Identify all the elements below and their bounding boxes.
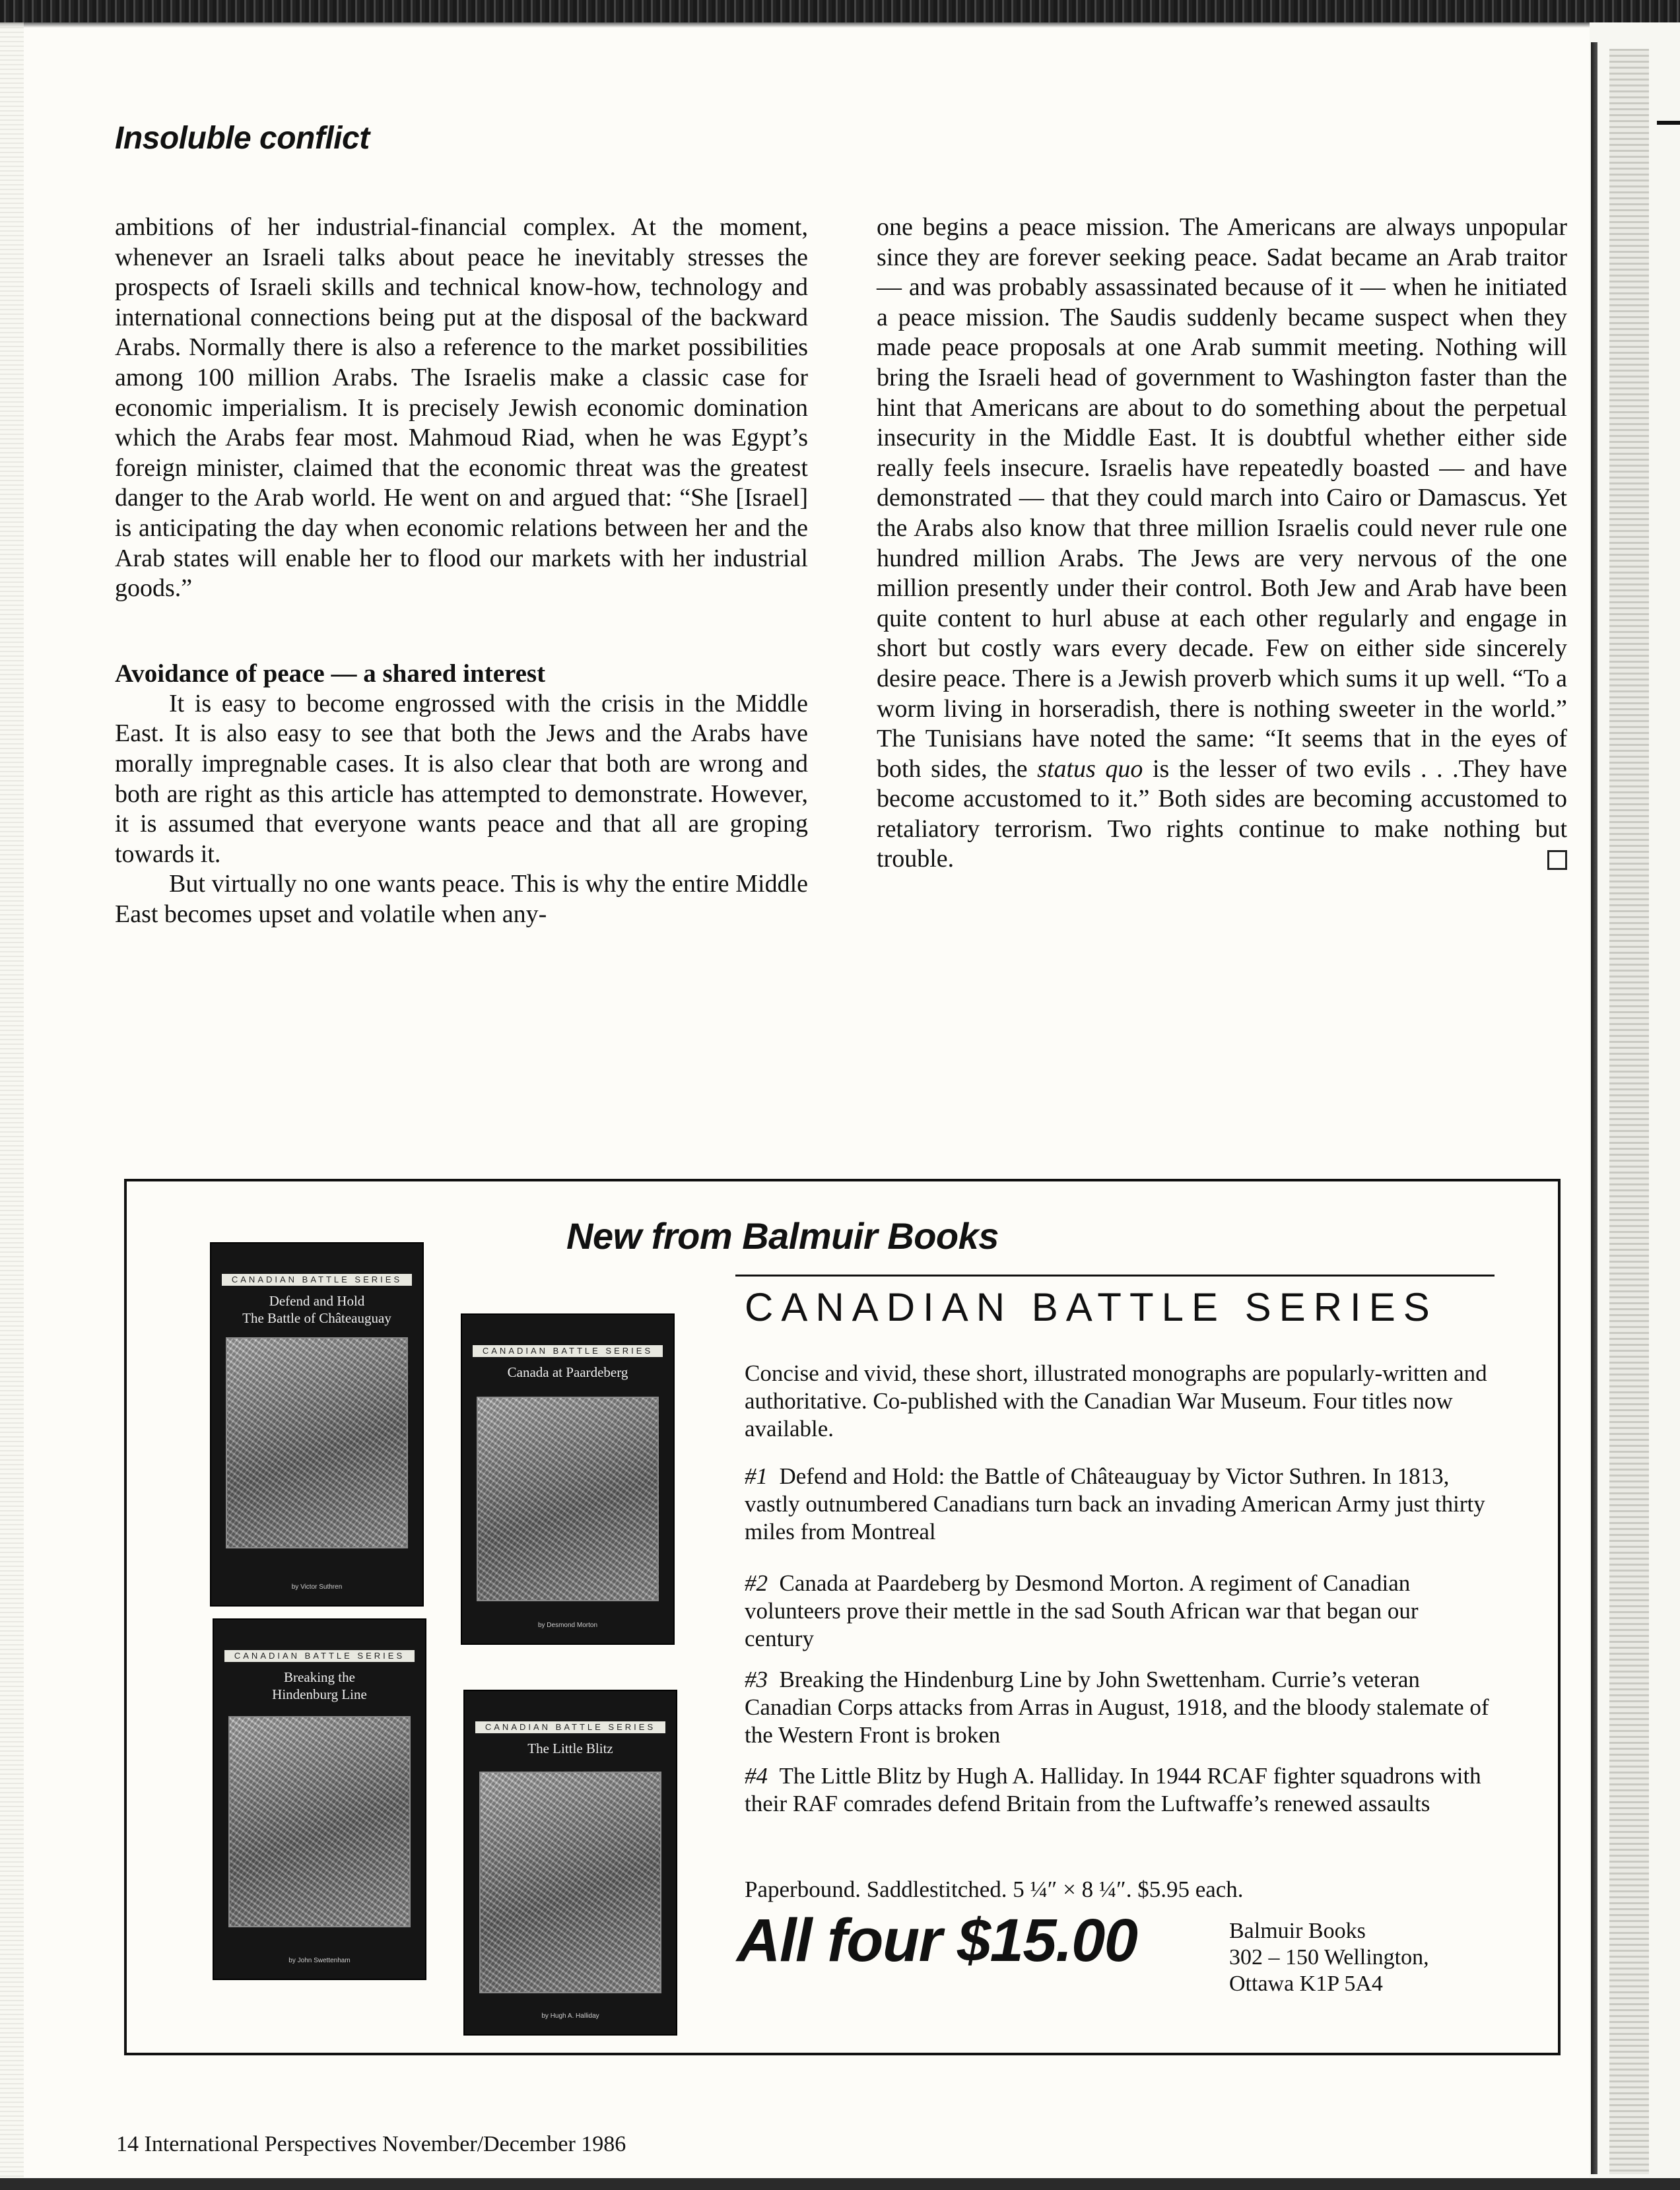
ad-divider — [735, 1275, 1495, 1277]
cover-title — [469, 1364, 667, 1381]
address-line: Balmuir Books — [1229, 1919, 1366, 1943]
book-cover-4 — [463, 1690, 677, 2036]
right-column — [877, 213, 1567, 875]
page-footer: 14 International Perspectives November/December 1986 — [116, 2132, 626, 2156]
ad-intro: Concise and vivid, these short, illustrated monographs are popularly-written and authoritative. Co-published with the Canadian War Museum. Four titles now available. — [745, 1360, 1487, 1442]
scan-top-edge — [0, 0, 1680, 22]
paragraph: It is easy to become engrossed with the crisis in the Middle East. It is also easy to see that both the Jews and the Arabs have morally impregnable cases. It is also clear that both are wrong and both are right as this article has attempted to demonstrate. However, it is assumed that everyone wants peace and that all are groping towards it. — [115, 689, 808, 868]
address-line: Ottawa K1P 5A4 — [1229, 1972, 1383, 1996]
italic-phrase: status quo — [1037, 754, 1143, 783]
book-entry-2 — [745, 1570, 1491, 1653]
cover-series-band: CANADIAN BATTLE SERIES — [475, 1721, 665, 1733]
scan-bottom-edge — [0, 2178, 1680, 2190]
book-cover-2 — [461, 1313, 675, 1645]
cover-byline: by Desmond Morton — [537, 1622, 598, 1629]
paragraph: ambitions of her industrial-financial complex. At the moment, whenever an Israeli talks about peace he inevitably stresses the prospects of Israeli skills and technical know-how, technology and international connections being put at the disposal of the backward Arabs. Normally there is also a reference to the market possibilities among 100 million Arabs. The Israelis make a classic case for economic imperialism. It is precisely Jewish economic domination which the Arabs fear most. Mahmoud Riad, when he was Egypt’s foreign minister, claimed that the economic threat was the greatest danger to the Arab world. He went on and argued that: “She [Israel] is anticipating the day when economic relations between her and the Arab states will enable her to flood our markets with her industrial goods.” — [115, 213, 808, 603]
book-cover-3 — [213, 1618, 426, 1980]
paragraph: But virtually no one wants peace. This is why the entire Middle East becomes upset and volatile when any- — [115, 870, 808, 928]
paragraph-text: one begins a peace mission. The Americans are always unpopular since they are forever seeking peace. Sadat became an Arab traitor — and was probably assassinated because of it — when he initiated a peace mission. The Saudis suddenly became suspect when they made peace proposals at one Arab summit meeting. Nothing will bring the Israeli head of government to Washington faster than the hint that Americans are about to do something about the perpetual insecurity in the Middle East. It is doubtful whether either side really feels insecure. Israelis have repeatedly boasted — and have demonstrated — that they could march into Cairo or Damascus. Yet the Arabs also know that three million Israelis could never rule one hundred million Arabs. The Jews are very nervous of the one million presently under their control. Both Jew and Arab have been quite content to hurl abuse at each other regularly and engage in short but costly wars every decade. Few on either side sincerely desire peace. There is a Jewish proverb which sums it up well. “To a worm living in horseradish, there is nothing sweeter in the world.” The Tunisians have noted the same: “It seems that in the eyes of both sides, the — [877, 213, 1567, 783]
book-number: #2 — [745, 1570, 768, 1596]
book-description: Breaking the Hindenburg Line by John Swettenham. Currie’s veteran Canadian Corps attacks from Arras in August, 1918, and the bloody stalemate of the Western Front is broken — [745, 1667, 1489, 1748]
book-entry-1 — [745, 1463, 1491, 1546]
price-line: Paperbound. Saddlestitched. 5 ¼″ × 8 ¼″. $5.95 each. — [745, 1876, 1244, 1902]
publisher-address — [1229, 1918, 1429, 1997]
ad-title: New from Balmuir Books — [566, 1215, 999, 1257]
cover-byline: by Hugh A. Halliday — [541, 2012, 599, 2020]
cover-byline: by John Swettenham — [288, 1957, 351, 1964]
series-heading: CANADIAN BATTLE SERIES — [745, 1285, 1438, 1329]
cover-title — [220, 1669, 419, 1703]
advertisement — [124, 1179, 1561, 2055]
book-entry-4 — [745, 1762, 1491, 1818]
cover-title-line: The Battle of Châteauguay — [242, 1310, 391, 1326]
book-number: #4 — [745, 1763, 768, 1789]
cover-series-band: CANADIAN BATTLE SERIES — [222, 1274, 412, 1286]
cover-title-line: Breaking the — [284, 1669, 355, 1685]
end-of-article-icon — [1547, 850, 1567, 870]
cover-byline: by Victor Suthren — [291, 1583, 343, 1591]
left-column — [115, 213, 808, 929]
cover-title — [471, 1740, 669, 1757]
cover-title-line: Canada at Paardeberg — [507, 1364, 628, 1380]
paragraph-text: is the lesser of two evils . . .They have become accustomed to it.” Both sides are becoming accustomed to retaliatory terrorism. Two rights continue to make nothing but trouble. — [877, 754, 1567, 873]
cover-title — [218, 1292, 416, 1327]
book-description: The Little Blitz by Hugh A. Halliday. In 1944 RCAF fighter squadrons with their RAF comrades defend Britain from the Luftwaffe’s renewed assaults — [745, 1763, 1481, 1816]
address-line: 302 – 150 Wellington, — [1229, 1945, 1429, 1970]
paragraph — [877, 213, 1567, 875]
book-number: #3 — [745, 1667, 768, 1692]
scan-right-gutter — [1590, 22, 1680, 2190]
cover-title-line: Hindenburg Line — [272, 1686, 367, 1702]
cover-series-band: CANADIAN BATTLE SERIES — [224, 1650, 415, 1662]
running-header: Insoluble conflict — [115, 121, 370, 156]
book-description: Canada at Paardeberg by Desmond Morton. A regiment of Canadian volunteers prove their mettle in the sad South African war that began our century — [745, 1570, 1419, 1651]
cover-title-line: The Little Blitz — [527, 1741, 613, 1756]
offer-price: All four $15.00 — [737, 1907, 1137, 1974]
scan-margin-mark — [1657, 121, 1680, 125]
cover-series-band: CANADIAN BATTLE SERIES — [473, 1345, 663, 1357]
cover-title-line: Defend and Hold — [269, 1293, 365, 1309]
cover-illustration — [479, 1772, 661, 1993]
book-cover-1 — [210, 1242, 424, 1607]
book-description: Defend and Hold: the Battle of Châteauguay by Victor Suthren. In 1813, vastly outnumbered Canadians turn back an invading American Army just thirty miles from Montreal — [745, 1463, 1485, 1544]
book-number: #1 — [745, 1463, 768, 1489]
cover-illustration — [477, 1397, 659, 1601]
scan-left-edge — [0, 22, 24, 2190]
book-entry-3 — [745, 1666, 1491, 1749]
cover-illustration — [228, 1716, 411, 1927]
cover-illustration — [226, 1337, 408, 1548]
subheading: Avoidance of peace — a shared interest — [115, 659, 546, 688]
